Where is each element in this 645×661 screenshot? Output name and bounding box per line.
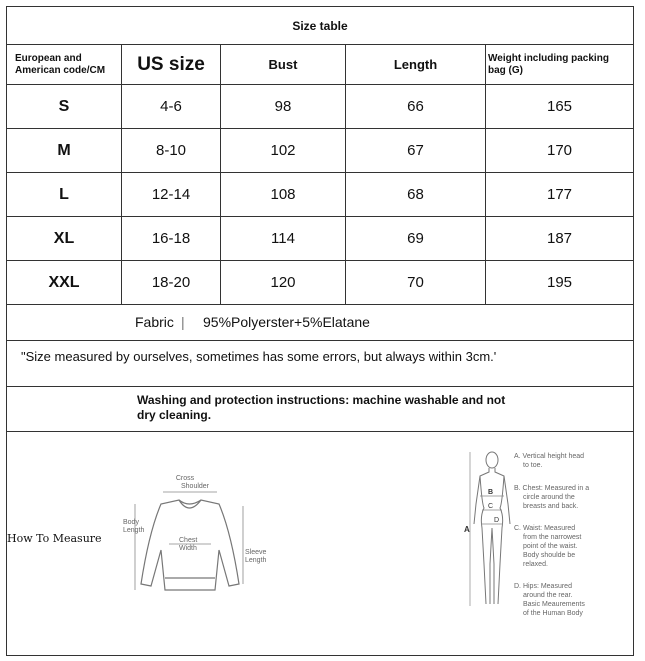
fabric-row [7,305,633,341]
chest-width-text: Chest Width [179,537,198,552]
fabric-label: Fabric [135,314,174,330]
weight-cell: 165 [546,98,573,115]
marker-b: B [488,489,494,496]
us-size-cell: 12-14 [122,173,221,216]
us-size-cell: 4-6 [122,85,221,128]
washing-row [7,387,633,432]
table-row [7,261,633,305]
sweater-diagram [119,472,279,607]
note-c: C. Waist: Measured from the narrowest point of the waist. Body shoulde be relaxed. [514,525,582,568]
note-d: D. Hips: Measured around the rear. Basic Meaurements of the Human Body [514,583,585,617]
note-a: A. Vertical height head to toe. [514,453,585,469]
bust-cell: 114 [221,217,346,260]
weight-cell: 170 [546,142,573,159]
weight-cell: 195 [546,274,573,291]
how-to-measure-section [7,432,633,655]
table-row [7,217,633,261]
fabric-value: 95%Polyerster+5%Elatane [203,314,370,330]
how-to-measure-label: How To Measure [7,532,102,545]
bust-cell: 102 [221,129,346,172]
length-cell: 67 [346,129,486,172]
length-cell: 66 [346,85,486,128]
bust-cell: 108 [221,173,346,216]
header-length: Length [346,45,486,84]
body-diagram [462,444,522,614]
size-cell: L [7,173,122,216]
marker-d: D [494,517,500,524]
size-cell: XL [7,217,122,260]
note-b: B. Chest: Measured in a circle around the breasts and back. [514,485,590,510]
sleeve-length-text: Sleeve Length [245,549,267,564]
table-row [7,129,633,173]
marker-a: A [464,525,470,534]
table-title: Size table [292,18,348,33]
us-size-cell: 8-10 [122,129,221,172]
size-cell: XXL [7,261,122,304]
title-row [7,7,633,45]
marker-c: C [488,503,494,510]
cross-shoulder-text: Cross Shoulder [175,475,210,490]
table-row [7,85,633,129]
washing-instructions: Washing and protection instructions: machine washable and not dry cleaning. [137,393,506,422]
length-cell: 69 [346,217,486,260]
header-eu-code: European and American code/CM [7,45,122,84]
length-cell: 68 [346,173,486,216]
body-length-text: Body Length [123,519,145,534]
header-us-size: US size [122,45,221,84]
header-bust: Bust [221,45,346,84]
us-size-cell: 16-18 [122,217,221,260]
size-cell: M [7,129,122,172]
size-table [6,6,634,656]
size-cell: S [7,85,122,128]
table-row [7,173,633,217]
measure-note: "Size measured by ourselves, sometimes has some errors, but always within 3cm.' [21,349,497,364]
us-size-cell: 18-20 [122,261,221,304]
bust-cell: 120 [221,261,346,304]
header-row [7,45,633,85]
weight-cell: 177 [546,186,573,203]
bust-cell: 98 [221,85,346,128]
fabric-cursor: | [181,314,185,330]
header-weight: Weight including packing bag (G) [488,52,609,76]
measurement-notes [514,450,624,625]
weight-cell: 187 [546,230,573,247]
note-row [7,341,633,387]
length-cell: 70 [346,261,486,304]
